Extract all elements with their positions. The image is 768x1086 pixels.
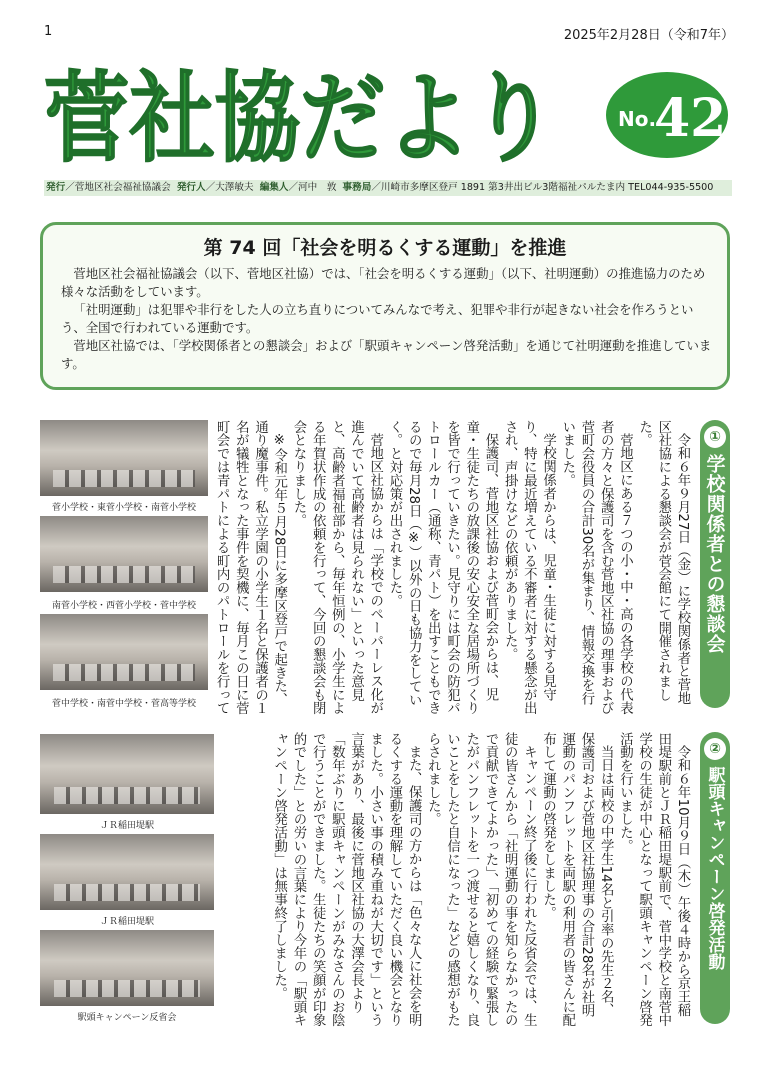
photo-caption: 駅頭キャンペーン反省会	[77, 1013, 177, 1023]
photo-caption: 南菅小学校・西菅小学校・菅中学校	[51, 601, 196, 611]
feature-paragraph: 菅地区社協では、「学校関係者との懇談会」および「駅頭キャンペーン啓発活動」を通じて社明運動を推進しています。	[61, 338, 712, 371]
photo-caption: ＪＲ稲田堤駅	[99, 821, 154, 831]
section2-number: ②	[704, 738, 726, 760]
issue-date: 2025年2月28日（令和7年）	[563, 28, 734, 43]
svg-text:42: 42	[654, 88, 727, 149]
section2-paragraph: また、保護司の方からは「色々な人に社会を明るくする運動を理解していただく良い機会となりました。小さい事の積み重ねが大切です」という言葉があり、最後に菅地区社協の大澤会長より「数年ぶりに駅頭キャンペーンがみなさんのお陰で行うことができました。生徒たちの笑顔が印象的でした」との労いの言葉により今年の「駅頭キャンペーン啓発活動」は無事終了しました。	[271, 732, 422, 1027]
meeting-photo	[40, 614, 208, 690]
section1-paragraph: 学校関係者からは、児童・生徒に対する見守り、特に最近増えている不審者に対する懸念が出され、声掛けなどの依頼がありました。	[502, 420, 556, 715]
section2-paragraph: 令和６年10月９日（木）午後４時から京王稲田堤駅前とＪＲ稲田堤駅前で、菅中学校と南菅中学校の生徒が中心となって駅頭キャンペーン啓発活動を行いました。	[617, 732, 690, 1027]
feature-body	[61, 265, 713, 373]
feature-paragraph: 菅地区社会福祉協議会（以下、菅地区社協）では、「社会を明るくする運動」（以下、社明運動）の推進協力のため様々な活動をしています。	[61, 266, 706, 299]
meeting-photo	[40, 516, 208, 592]
section1-paragraph: 菅地区にある７つの小・中・高の各学校の代表者の方々と保護司を含む菅地区社協の理事および菅町会役員の合計30名が集まり、情報交換を行いました。	[559, 420, 633, 715]
section1-paragraph: ※令和元年５月28日に多摩区登戸で起きた、通り魔事件。私立学園の小学生１名と保護者の１名が犠牲となった事件を契機に、毎月この日に菅町会では青パトによる町内のパトロールを行って	[214, 420, 287, 715]
section2-paragraph: 当日は両校の中学生14名と引率の先生２名、保護司および菅地区社協理事の合計28名が社明運動のパンフレットを両駅の利用者の皆さんに配布して運動の啓発をしました。	[540, 732, 614, 1027]
page-number: 1	[44, 24, 53, 39]
section1-body	[214, 420, 692, 716]
section2-paragraph: キャンペーン終了後に行われた反省会では、生徒の皆さんから「社明運動の事を知らなかったので貢献できてよかった」、「初めての経験で緊張したがパンフレットを一つ渡せると嬉しくなり、良いことをしたと自信になった」などの感想がもたらされました。	[425, 732, 537, 1027]
section1-heading	[700, 420, 730, 708]
campaign-photo	[40, 930, 214, 1006]
credits-bar	[44, 180, 732, 196]
section1-paragraph: 令和６年９月27日（金）に学校関係者と菅地区社協による懇談会が菅会館にて開催されました。	[636, 420, 690, 706]
credit-value: ／大澤敏夫	[205, 182, 254, 193]
credit-value: ／川崎市多摩区登戸 1891 第3井出ビル3階福祉パルたま内 TEL044-935-5500	[371, 182, 714, 193]
masthead-title	[40, 52, 560, 170]
meeting-photo	[40, 420, 208, 496]
credit-label: 事務局	[342, 182, 372, 193]
photo-caption: 菅中学校・南菅中学校・菅高等学校	[51, 699, 196, 709]
credit-value: ／菅地区社会福祉協議会	[65, 182, 171, 193]
photo-caption: 菅小学校・東菅小学校・南菅小学校	[51, 503, 196, 513]
section2-body	[222, 732, 692, 1028]
campaign-photo	[40, 834, 214, 910]
section2-title: 駅頭キャンペーン啓発活動	[704, 766, 725, 970]
section2-heading	[700, 732, 730, 1024]
section1-paragraph: 保護司、菅地区社協および菅町会からは、児童・生徒たちの放課後の安心安全な居場所づくりを皆で行っていきたい。見守りには町会の防犯パトロールカー（通称、青パト）を出すこともできるので毎月28日（※）以外の日も協力をしていく。と対応策が出されました。	[386, 420, 498, 715]
credit-value: ／河中 敦	[288, 182, 337, 193]
svg-text:No.: No.	[618, 107, 657, 131]
section1-number: ①	[704, 426, 726, 448]
svg-text:菅社協だより: 菅社協だより	[44, 61, 556, 170]
campaign-photo	[40, 734, 214, 814]
photo-caption: ＪＲ稲田堤駅	[99, 917, 154, 927]
credit-label: 発行人	[176, 182, 206, 193]
section1-title: 学校関係者との懇談会	[703, 454, 726, 654]
feature-paragraph: 「社明運動」は犯罪や非行をした人の立ち直りについてみんなで考え、犯罪や非行が起きない社会を作ろうという、全国で行われている運動です。	[61, 302, 694, 335]
section1-paragraph: 菅地区社協からは「学校でのペーパーレス化が進んでいて高齢者は見られない」といった意見と、高齢者福祉部から、毎年恒例の、小学生による年賀状作成の依頼を行って、今回の懇談会も閉会となりました。	[290, 420, 383, 715]
issue-number-badge	[604, 70, 730, 160]
feature-title: 第 74 回「社会を明るくする運動」を推進	[203, 237, 567, 259]
credit-label: 編集人	[259, 182, 289, 193]
credit-label: 発行	[46, 182, 66, 193]
feature-box	[40, 222, 730, 390]
